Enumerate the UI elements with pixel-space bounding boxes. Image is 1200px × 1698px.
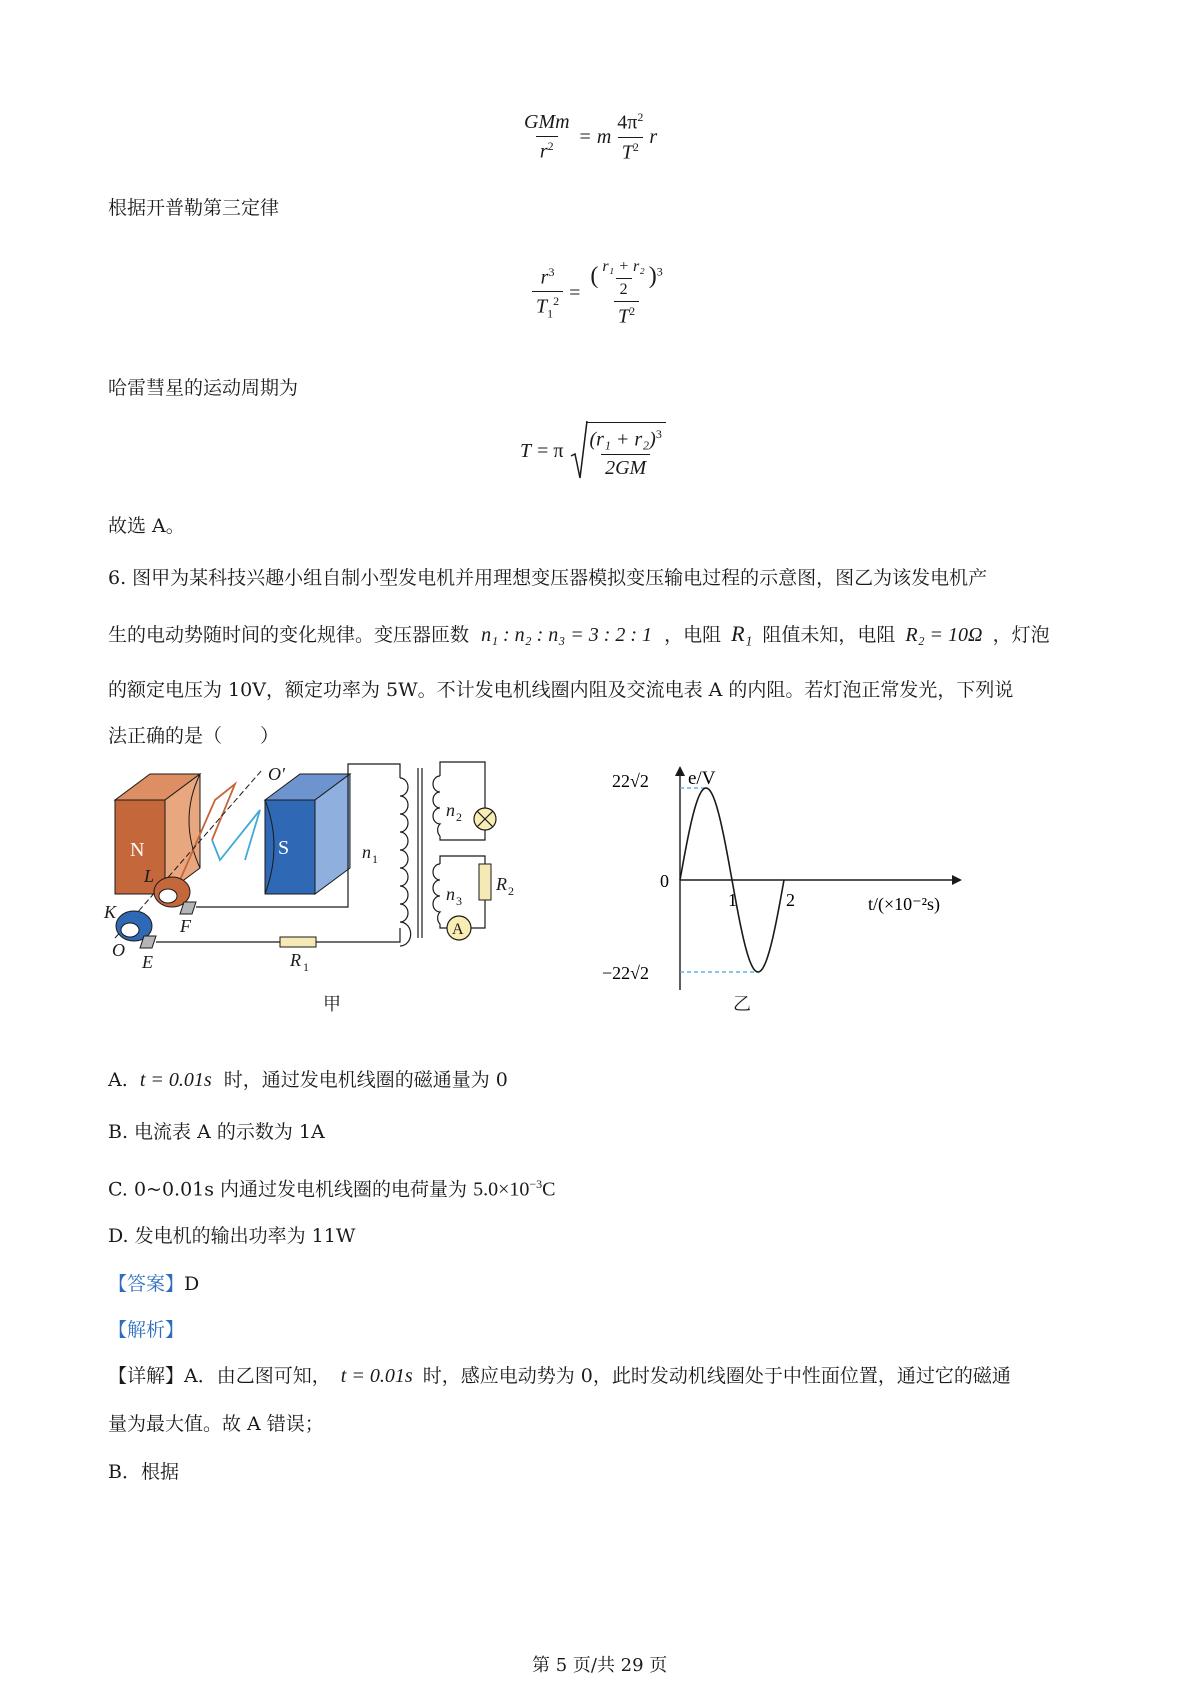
resistor-r1: R₁	[731, 621, 753, 646]
coil-wire-blue	[212, 810, 260, 860]
brush-label-f: F	[180, 916, 191, 936]
mass-symbol: m	[596, 125, 612, 148]
ring-label-k: K	[104, 902, 117, 922]
ammeter-label: A	[452, 921, 464, 938]
r2-subscript: 2	[508, 884, 514, 898]
time-value: t = 0.01s	[340, 1365, 413, 1387]
figure-emf-chart	[600, 760, 980, 1025]
charge-unit: C	[542, 1178, 556, 1201]
formula-period	[520, 420, 666, 482]
axis-label-oprime: O′	[268, 764, 285, 784]
formula-gravity	[520, 110, 657, 164]
formula-kepler	[532, 258, 667, 329]
south-magnet	[265, 774, 350, 894]
x-tick-label-1: 1	[728, 890, 737, 910]
radius-symbol: r	[649, 125, 658, 148]
ring-label-l: L	[144, 866, 155, 886]
n1-label: n	[362, 842, 371, 862]
question-text: 生的电动势随时间的变化规律。变压器匝数	[108, 624, 470, 646]
inner-denominator: 2	[616, 278, 632, 299]
n2-subscript: 2	[456, 810, 462, 824]
previous-answer: 故选 A。	[108, 515, 185, 537]
wire-n2-bottom	[440, 830, 485, 840]
denominator: T	[618, 305, 630, 328]
detail-text: 时，感应电动势为 0，此时发动机线圈处于中性面位置，通过它的磁通	[422, 1365, 1011, 1387]
question-text: 阻值未知，电阻	[762, 624, 896, 646]
figure-caption-yi: 乙	[733, 994, 751, 1015]
equals-sign: =	[579, 125, 591, 148]
exponent: 2	[547, 138, 554, 153]
numerator: r	[540, 266, 549, 289]
fraction-semimajor-t2: ( $\frac{\text{r₁ + r₂}}{2}$ )$^3$ $T^2$	[590, 258, 663, 328]
axis-label-o: O	[112, 940, 125, 960]
detail-text: A．由乙图可知，	[184, 1365, 331, 1387]
n3-subscript: 3	[456, 894, 462, 908]
primary-coil	[400, 778, 411, 946]
question-line-3: 的额定电压为 10V，额定功率为 5W。不计发电机线圈内阻及交流电表 A 的内阻。若灯泡正常发光，下列说	[108, 679, 1014, 701]
resistor-r1	[280, 937, 316, 947]
answer-value: D	[184, 1273, 200, 1295]
answer-line	[108, 1272, 199, 1296]
equals-pi: = π	[537, 439, 564, 462]
wire-n3-right	[471, 900, 485, 928]
exponent: 2	[553, 294, 560, 309]
exponent: 2	[632, 139, 639, 154]
resistor-r2	[479, 864, 491, 900]
exponent: 3	[656, 264, 663, 279]
numerator: (r₁ + r₂)	[589, 428, 656, 451]
brush-label-e: E	[142, 952, 153, 972]
option-b: B. 电流表 A 的示数为 1A	[108, 1121, 325, 1143]
north-magnet	[115, 774, 200, 894]
numerator: GMm	[524, 110, 570, 133]
option-c	[108, 1172, 556, 1201]
exponent: 3	[548, 264, 555, 279]
n1-subscript: 1	[372, 852, 378, 866]
detail-line-1	[108, 1364, 1011, 1388]
option-d: D. 发电机的输出功率为 11W	[108, 1225, 356, 1247]
exponent: 3	[655, 427, 662, 442]
option-text: C. 0~0.01s 内通过发电机线圈的电荷量为	[108, 1178, 468, 1201]
slip-ring-k-hole	[121, 923, 139, 937]
option-text: 时，通过发电机线圈的磁通量为 0	[223, 1069, 508, 1091]
denominator: T	[536, 295, 548, 318]
detail-line-2: 量为最大值。故 A 错误；	[108, 1413, 324, 1435]
question-text: ，灯泡	[992, 624, 1050, 646]
n3-label: n	[446, 884, 455, 904]
y-tick-label-min: −22√2	[602, 963, 650, 983]
north-label: N	[130, 839, 145, 861]
subscript: 1	[547, 306, 554, 321]
period-symbol: T	[520, 439, 532, 462]
wire-n3-left	[440, 924, 447, 928]
wire-n3-top	[440, 856, 485, 864]
answer-label: 【答案】	[108, 1273, 185, 1295]
x-axis-label: t/(×10⁻²s)	[868, 894, 941, 914]
figure-caption-jia: 甲	[323, 994, 341, 1015]
kepler-intro: 根据开普勒第三定律	[108, 197, 280, 219]
analysis-label: 【解析】	[108, 1319, 185, 1341]
secondary-coil-n3	[433, 864, 440, 924]
question-line-2	[108, 622, 1050, 647]
figure-generator-circuit	[100, 760, 560, 1025]
slip-ring-l-hole	[159, 889, 177, 903]
n2-label: n	[446, 800, 455, 820]
question-line-4: 法正确的是（ ）	[108, 725, 280, 747]
fraction-under-root	[586, 422, 666, 480]
south-label: S	[278, 837, 290, 859]
charge-exponent: −3	[529, 1177, 543, 1191]
equals-sign: =	[569, 281, 581, 304]
detail-label: 【详解】	[108, 1365, 185, 1387]
turns-ratio: n₁ : n₂ : n₃ = 3 : 2 : 1	[481, 624, 653, 646]
denominator: r	[539, 140, 548, 163]
page-number: 第 5 页/共 29 页	[532, 1655, 668, 1676]
option-letter: A.	[108, 1069, 128, 1091]
inner-fraction	[598, 258, 648, 299]
fraction-gmm-r2	[520, 111, 574, 164]
time-value: t = 0.01s	[139, 1069, 212, 1091]
x-tick-label-2: 2	[786, 890, 795, 910]
inner-numerator: r₁ + r₂	[602, 258, 645, 275]
resistor-r2-value: R₂ = 10Ω	[905, 624, 983, 646]
fraction-4pi2-t2	[613, 110, 647, 164]
exponent: 2	[637, 110, 644, 124]
y-tick-label-zero: 0	[660, 871, 669, 891]
option-a	[108, 1068, 508, 1092]
wire-lower-right	[316, 928, 400, 942]
detail-line-3: B．根据	[108, 1461, 179, 1483]
question-text: ，电阻	[664, 624, 722, 646]
fraction-r3-t12	[532, 265, 563, 322]
denominator: 2GM	[601, 454, 650, 480]
exponent: 2	[629, 304, 636, 318]
r1-label: R	[290, 950, 301, 970]
question-line-1: 6. 图甲为某科技兴趣小组自制小型发电机并用理想变压器模拟变压输电过程的示意图，图乙为该发电机产	[108, 567, 988, 589]
denominator: T	[621, 141, 633, 164]
r2-label: R	[496, 874, 507, 894]
charge-value: 5.0×10	[473, 1178, 530, 1201]
secondary-coil-n2	[433, 776, 440, 836]
numerator: 4π	[617, 111, 638, 134]
period-intro: 哈雷彗星的运动周期为	[108, 377, 299, 399]
r1-subscript: 1	[303, 960, 309, 974]
y-axis-label: e/V	[688, 768, 716, 789]
y-tick-label-max: 22√2	[612, 771, 649, 791]
